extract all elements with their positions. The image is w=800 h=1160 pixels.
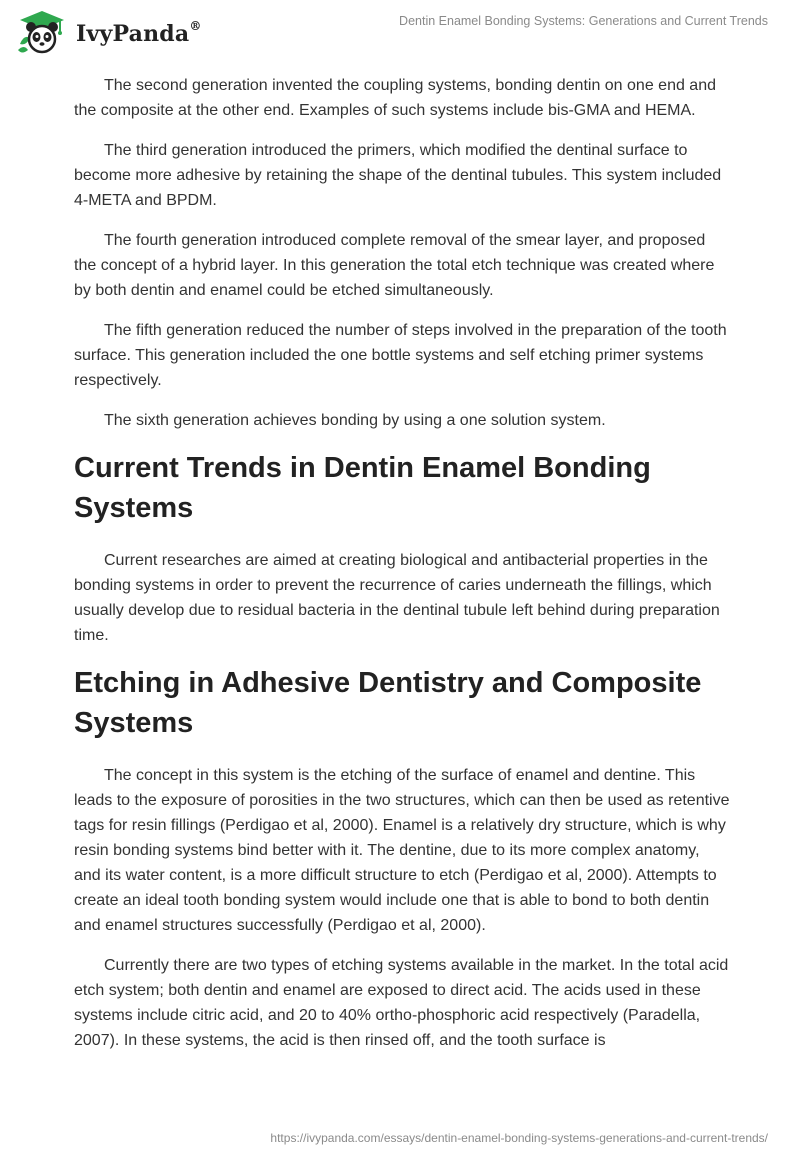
- brand-name: IvyPanda®: [76, 19, 202, 47]
- paragraph-etching-types: Currently there are two types of etching systems available in the market. In the total acid etch system; both dentin and enamel are exposed to direct acid. The acids used in these systems include citric acid, and 20 to 40% ortho-phosphoric acid respectively (Paradella, 2007). In these systems, the acid is then rinsed off, and the tooth surface is: [74, 957, 729, 1049]
- page-header: [0, 0, 800, 64]
- paragraph-fourth-generation: The fourth generation introduced complete removal of the smear layer, and proposed the concept of a hybrid layer. In this generation the total etch technique was created where by both dentin and enamel could be etched simultaneously.: [74, 232, 715, 299]
- heading-current-trends: Current Trends in Dentin Enamel Bonding Systems: [74, 452, 651, 524]
- paragraph-third-generation: The third generation introduced the primers, which modified the dentinal surface to become more adhesive by retaining the shape of the dentinal tubules. This system included 4-META and BPDM.: [74, 142, 722, 209]
- source-url-link[interactable]: https://ivypanda.com/essays/dentin-enamel-bonding-systems-generations-and-current-trends/: [270, 1131, 768, 1145]
- paragraph-etching-concept: The concept in this system is the etching of the surface of enamel and dentine. This leads to the exposure of porosities in the two structures, which can then be used as retentive tags for resin fillings (Perdigao et al, 2000). Enamel is a relatively dry structure, which is why resin bonding systems bind better with it. The dentine, due to its more complex anatomy, and its water content, is a more difficult structure to etch (Perdigao et al, 2000). Attempts to create an ideal tooth bonding system would include one that is able to bond to both dentin and enamel structures successfully (Perdigao et al, 2000).: [74, 767, 730, 934]
- paragraph-second-generation: The second generation invented the coupling systems, bonding dentin on one end and the composite at the other end. Examples of such systems include bis-GMA and HEMA.: [74, 77, 716, 119]
- paragraph-current-trends: Current researches are aimed at creating biological and antibacterial properties in the bonding systems in order to prevent the recurrence of caries underneath the fillings, which usually develop due to residual bacteria in the dentinal tubule left behind during preparation time.: [74, 552, 720, 644]
- paragraph-sixth-generation: The sixth generation achieves bonding by using a one solution system.: [104, 412, 606, 429]
- ivypanda-logo[interactable]: [14, 8, 202, 56]
- document-title: Dentin Enamel Bonding Systems: Generations and Current Trends: [399, 14, 768, 28]
- panda-graduation-cap-icon: [14, 8, 70, 56]
- article-body: [74, 73, 730, 1068]
- heading-etching: Etching in Adhesive Dentistry and Composite Systems: [74, 667, 702, 739]
- paragraph-fifth-generation: The fifth generation reduced the number of steps involved in the preparation of the tooth surface. This generation included the one bottle systems and self etching primer systems respectively.: [74, 322, 727, 389]
